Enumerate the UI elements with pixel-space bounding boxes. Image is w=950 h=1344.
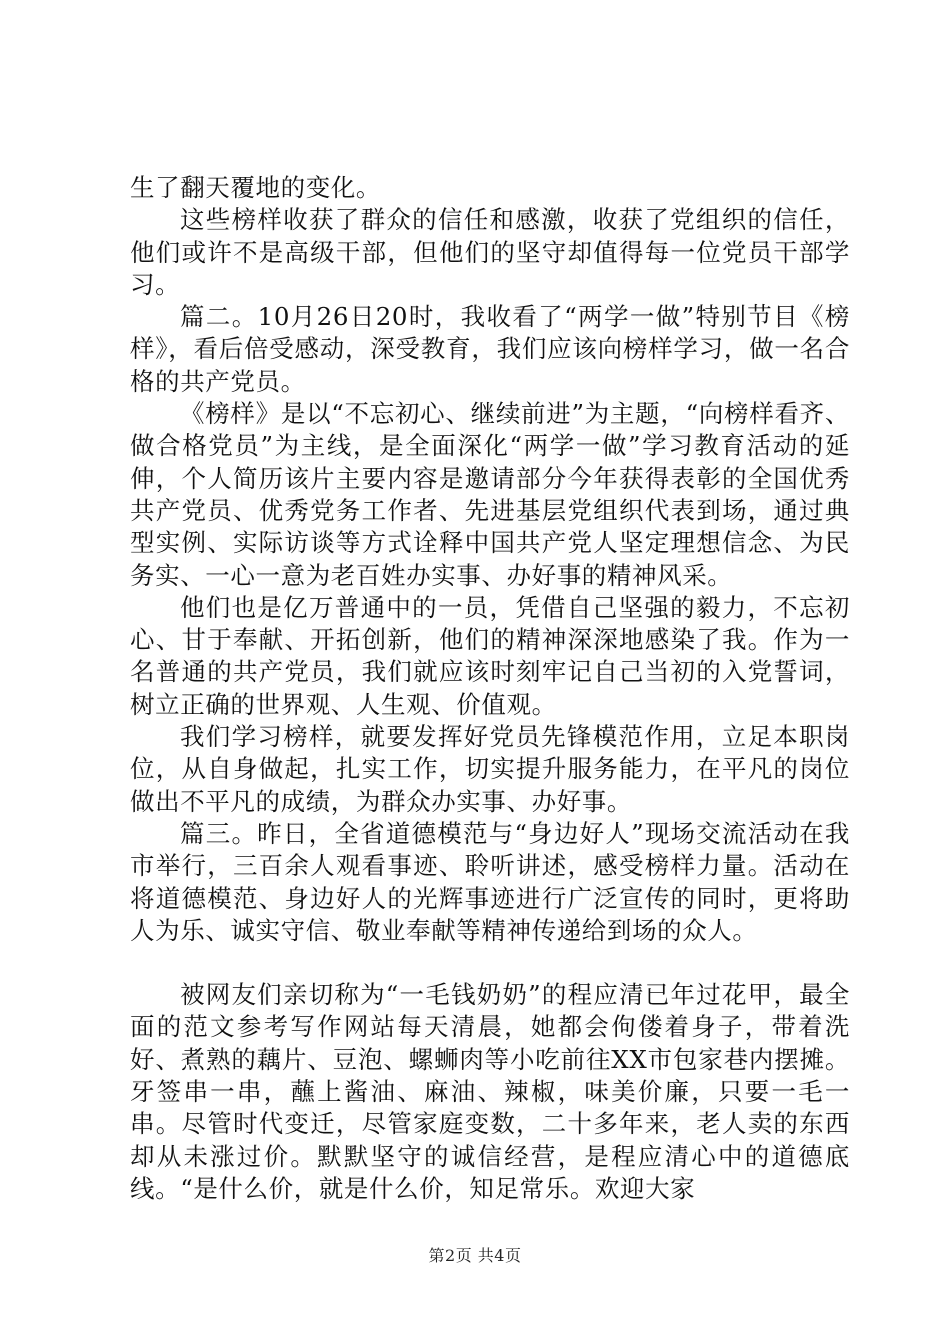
text-block-1 [130, 172, 850, 947]
paragraph: 被网友们亲切称为“一毛钱奶奶”的程应清已年过花甲，最全面的范文参考写作网站每天清晨，她都会佝偻着身子，带着洗好、煮熟的藕片、豆泡、螺蛳肉等小吃前往XX市包家巷内摆摊。牙签串一串，蘸上酱油、麻油、辣椒，味美价廉，只要一毛一串。尽管时代变迁，尽管家庭变数，二十多年来，老人卖的东西却从未涨过价。默默坚守的诚信经营，是程应清心中的道德底线。“是什么价，就是什么价，知足常乐。欢迎大家 [130, 980, 850, 1203]
text-block-2 [130, 979, 850, 1205]
paragraph-gap [130, 947, 850, 979]
paragraph: 《榜样》是以“不忘初心、继续前进”为主题，“向榜样看齐、做合格党员”为主线，是全面深化“两学一做”学习教育活动的延伸，个人简历该片主要内容是邀请部分今年获得表彰的全国优秀共产党员、优秀党务工作者、先进基层党组织代表到场，通过典型实例、实际访谈等方式诠释中国共产党人坚定理想信念、为民务实、一心一意为老百姓办实事、办好事的精神风采。 [130, 399, 850, 590]
paragraph: 篇二。10月26日20时，我收看了“两学一做”特别节目《榜样》，看后倍受感动，深受教育，我们应该向榜样学习，做一名合格的共产党员。 [130, 302, 850, 396]
paragraph: 生了翻天覆地的变化。 [130, 173, 381, 202]
paragraph: 这些榜样收获了群众的信任和感激，收获了党组织的信任，他们或许不是高级干部，但他们的坚守却值得每一位党员干部学习。 [130, 205, 850, 299]
document-body [130, 172, 850, 1205]
paragraph: 他们也是亿万普通中的一员，凭借自己坚强的毅力，不忘初心、甘于奉献、开拓创新，他们的精神深深地感染了我。作为一名普通的共产党员，我们就应该时刻牢记自己当初的入党誓词，树立正确的世界观、人生观、价值观。 [130, 592, 850, 719]
paragraph: 篇三。昨日，全省道德模范与“身边好人”现场交流活动在我市举行，三百余人观看事迹、聆听讲述，感受榜样力量。活动在将道德模范、身边好人的光辉事迹进行广泛宣传的同时，更将助人为乐、诚实守信、敬业奉献等精神传递给到场的众人。 [130, 818, 850, 945]
page-footer: 第2页 共4页 [428, 1246, 522, 1265]
paragraph: 我们学习榜样，就要发挥好党员先锋模范作用，立足本职岗位，从自身做起，扎实工作，切实提升服务能力，在平凡的岗位做出不平凡的成绩，为群众办实事、办好事。 [130, 722, 850, 816]
